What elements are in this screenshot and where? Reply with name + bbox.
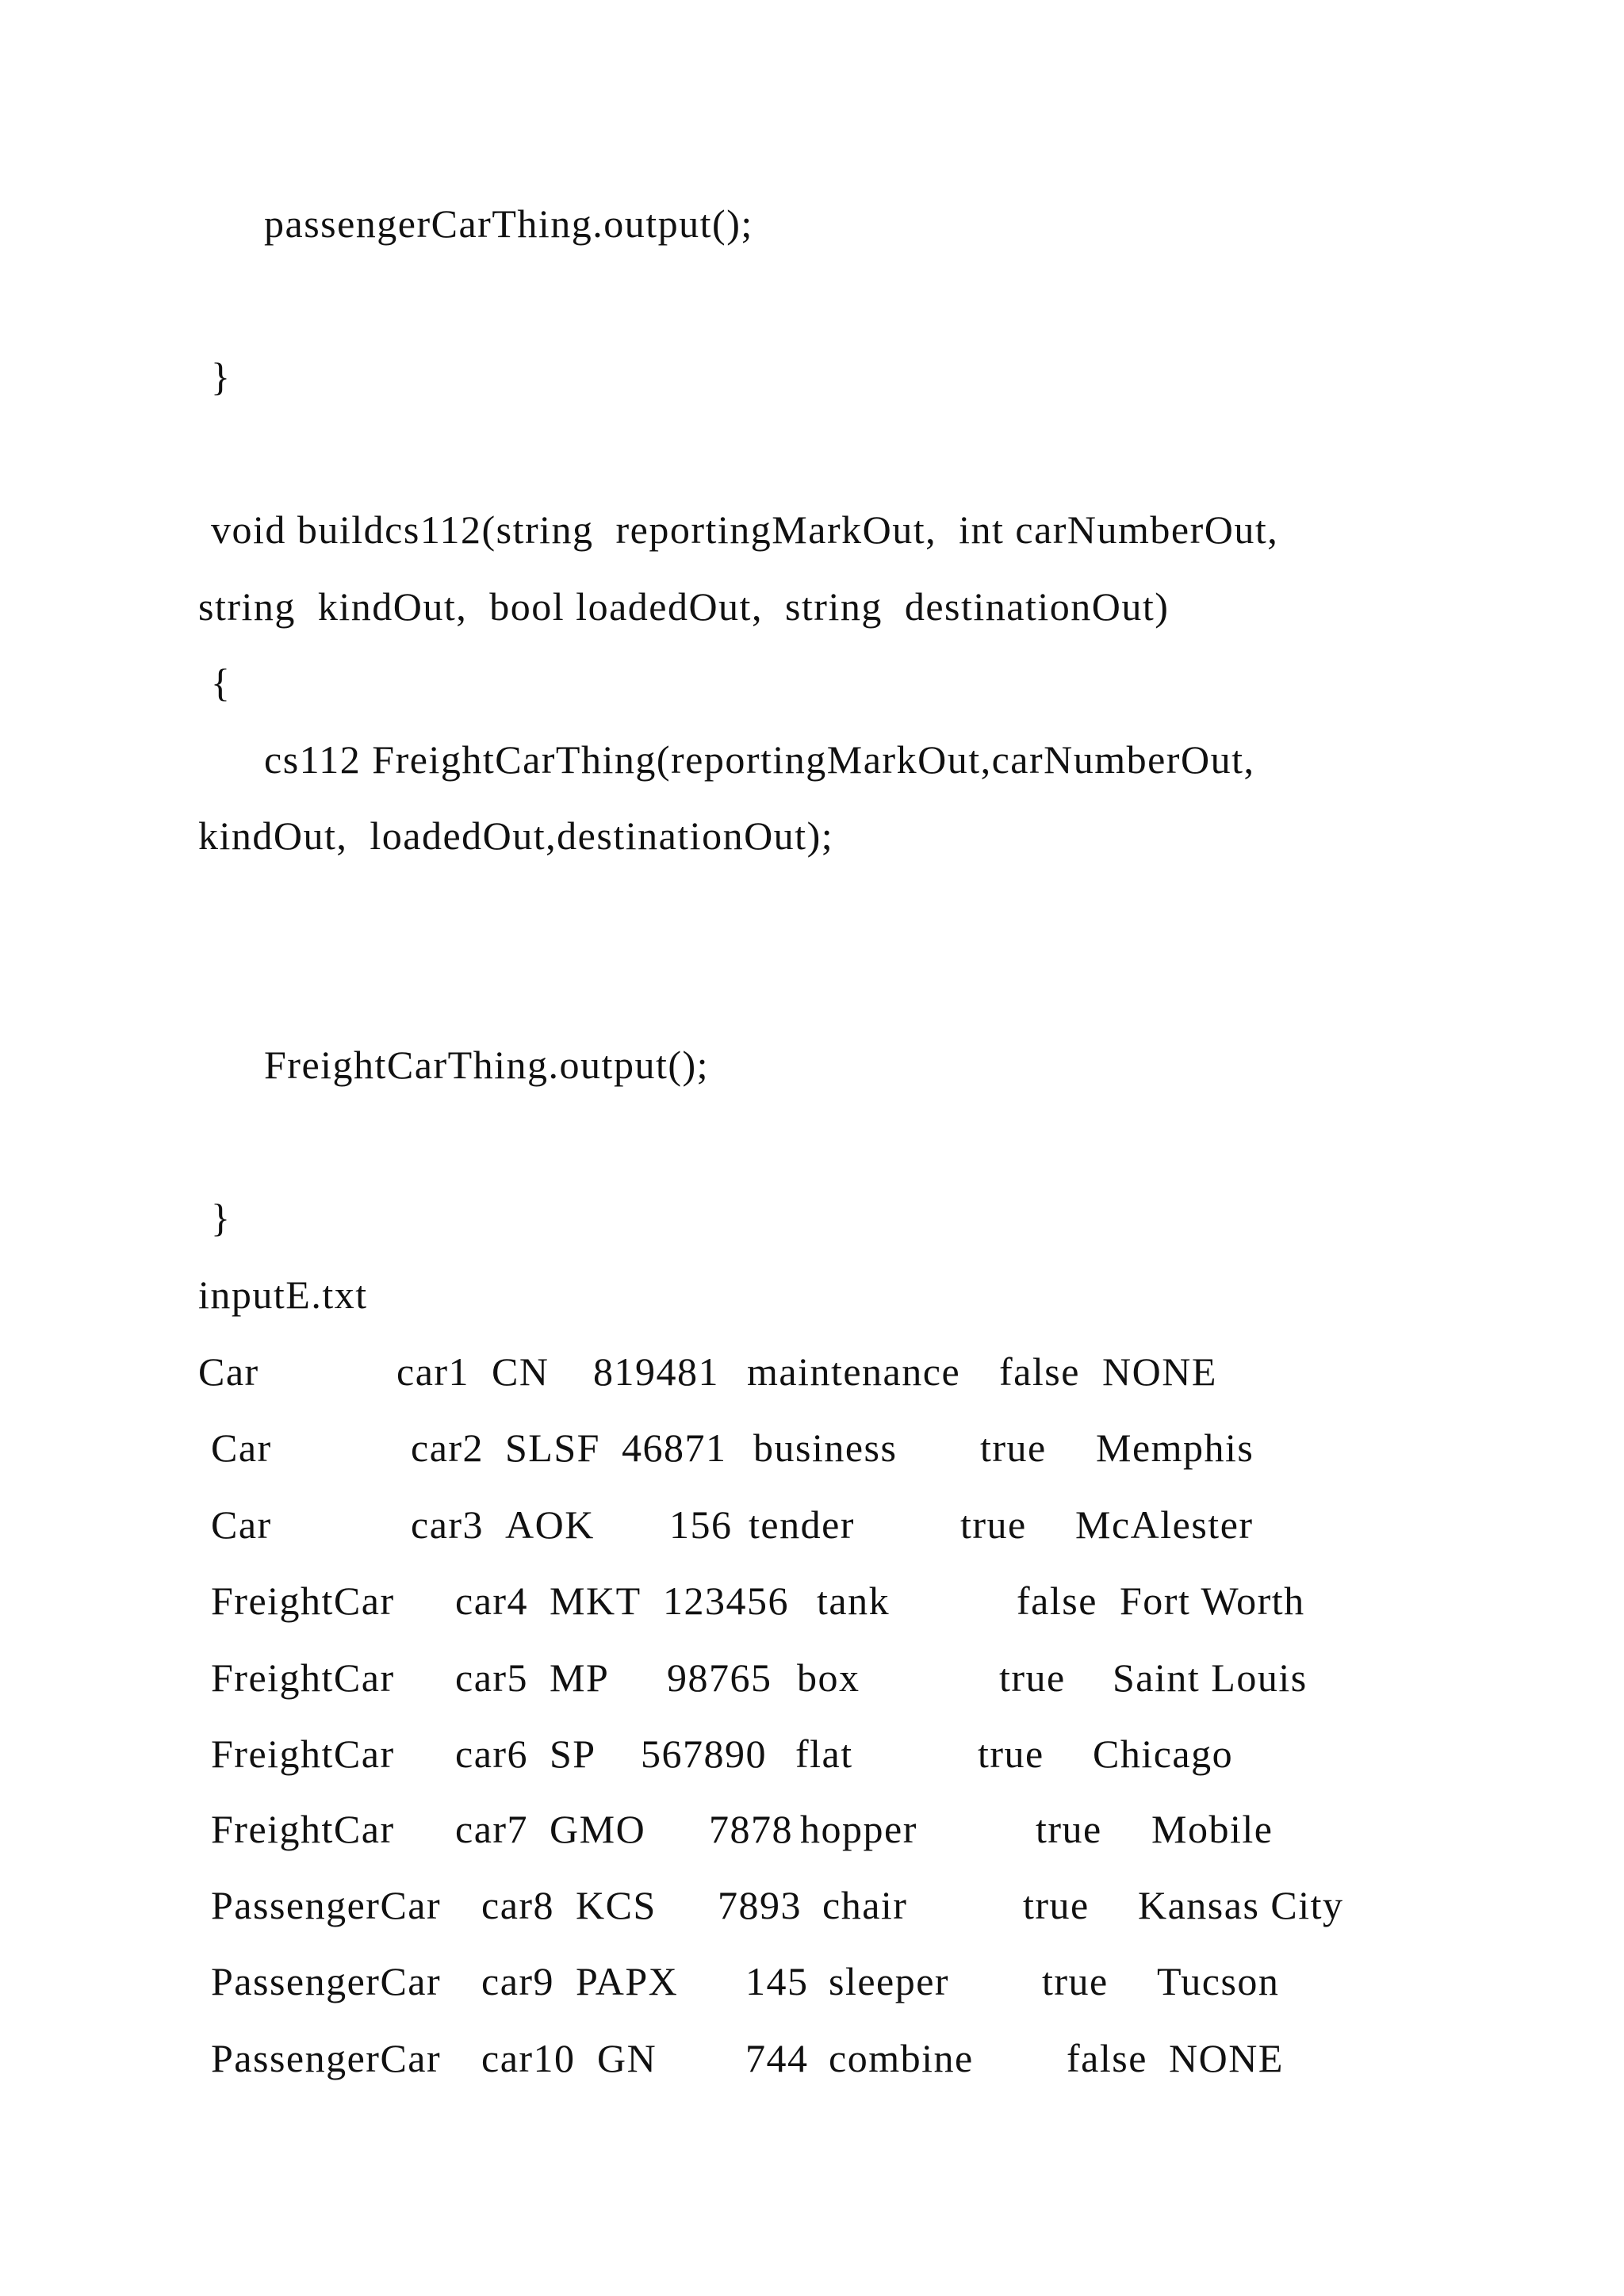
- cell-number: 7878: [709, 1807, 793, 1851]
- code-line: kindOut, loadedOut,destinationOut);: [198, 813, 834, 858]
- cell-destination: Chicago: [1093, 1732, 1234, 1776]
- cell-mark: MKT: [550, 1578, 642, 1623]
- cell-kind: tender: [749, 1502, 855, 1547]
- cell-mark: CN: [492, 1349, 550, 1394]
- cell-loaded: true: [999, 1655, 1066, 1700]
- cell-loaded: false: [999, 1349, 1080, 1394]
- cell-mark: GMO: [550, 1807, 646, 1851]
- cell-kind: flat: [795, 1732, 853, 1776]
- cell-mark: AOK: [505, 1502, 595, 1547]
- cell-mark: GN: [597, 2036, 657, 2080]
- cell-number: 7893: [718, 1883, 802, 1927]
- code-line: void buildcs112(string reportingMarkOut, int carNumberOut,: [211, 507, 1279, 552]
- cell-type: PassengerCar: [211, 2036, 442, 2080]
- cell-id: car6: [455, 1732, 529, 1776]
- cell-loaded: false: [1017, 1578, 1097, 1623]
- cell-number: 156: [669, 1502, 733, 1547]
- cell-type: Car: [211, 1425, 272, 1470]
- cell-id: car2: [411, 1425, 485, 1470]
- cell-destination: NONE: [1102, 1349, 1217, 1394]
- cell-type: FreightCar: [211, 1807, 395, 1851]
- cell-mark: SP: [550, 1732, 596, 1776]
- cell-kind: sleeper: [829, 1959, 950, 2003]
- cell-mark: SLSF: [505, 1425, 600, 1470]
- cell-destination: Mobile: [1151, 1807, 1274, 1851]
- cell-number: 744: [745, 2036, 809, 2080]
- cell-number: 98765: [667, 1655, 772, 1700]
- cell-destination: Kansas City: [1138, 1883, 1344, 1927]
- cell-kind: chair: [822, 1883, 908, 1927]
- cell-id: car3: [411, 1502, 485, 1547]
- cell-loaded: true: [978, 1732, 1044, 1776]
- cell-destination: Memphis: [1096, 1425, 1254, 1470]
- code-line: }: [211, 1196, 232, 1240]
- cell-loaded: false: [1067, 2036, 1147, 2080]
- cell-id: car5: [455, 1655, 529, 1700]
- cell-destination: McAlester: [1075, 1502, 1254, 1547]
- cell-loaded: true: [1042, 1959, 1109, 2003]
- cell-type: PassengerCar: [211, 1959, 442, 2003]
- cell-type: Car: [211, 1502, 272, 1547]
- cell-kind: combine: [829, 2036, 974, 2080]
- file-label: inputE.txt: [198, 1272, 368, 1317]
- cell-id: car1: [396, 1349, 470, 1394]
- cell-number: 145: [745, 1959, 809, 2003]
- cell-id: car7: [455, 1807, 529, 1851]
- code-line: cs112 FreightCarThing(reportingMarkOut,carNumberOut,: [264, 737, 1255, 782]
- cell-id: car9: [481, 1959, 555, 2003]
- cell-destination: Fort Worth: [1120, 1578, 1305, 1623]
- cell-type: FreightCar: [211, 1578, 395, 1623]
- cell-id: car8: [481, 1883, 555, 1927]
- cell-type: Car: [198, 1349, 259, 1394]
- cell-number: 46871: [622, 1425, 727, 1470]
- cell-type: FreightCar: [211, 1732, 395, 1776]
- cell-mark: MP: [550, 1655, 610, 1700]
- code-line: passengerCarThing.output();: [264, 201, 753, 246]
- cell-loaded: true: [960, 1502, 1027, 1547]
- code-line: FreightCarThing.output();: [264, 1043, 710, 1087]
- cell-number: 567890: [641, 1732, 767, 1776]
- cell-kind: business: [753, 1425, 898, 1470]
- cell-kind: tank: [817, 1578, 891, 1623]
- cell-mark: KCS: [576, 1883, 657, 1927]
- cell-mark: PAPX: [576, 1959, 679, 2003]
- cell-kind: maintenance: [747, 1349, 961, 1394]
- code-line: string kindOut, bool loadedOut, string destinationOut): [198, 584, 1170, 629]
- code-line: {: [211, 660, 232, 705]
- cell-id: car4: [455, 1578, 529, 1623]
- cell-destination: NONE: [1169, 2036, 1284, 2080]
- cell-number: 819481: [593, 1349, 719, 1394]
- code-line: }: [211, 354, 232, 399]
- cell-destination: Saint Louis: [1113, 1655, 1308, 1700]
- cell-kind: hopper: [800, 1807, 917, 1851]
- cell-number: 123456: [663, 1578, 789, 1623]
- cell-loaded: true: [980, 1425, 1047, 1470]
- cell-id: car10: [481, 2036, 576, 2080]
- cell-type: PassengerCar: [211, 1883, 442, 1927]
- cell-kind: box: [797, 1655, 860, 1700]
- cell-destination: Tucson: [1157, 1959, 1280, 2003]
- cell-loaded: true: [1023, 1883, 1090, 1927]
- cell-type: FreightCar: [211, 1655, 395, 1700]
- cell-loaded: true: [1036, 1807, 1102, 1851]
